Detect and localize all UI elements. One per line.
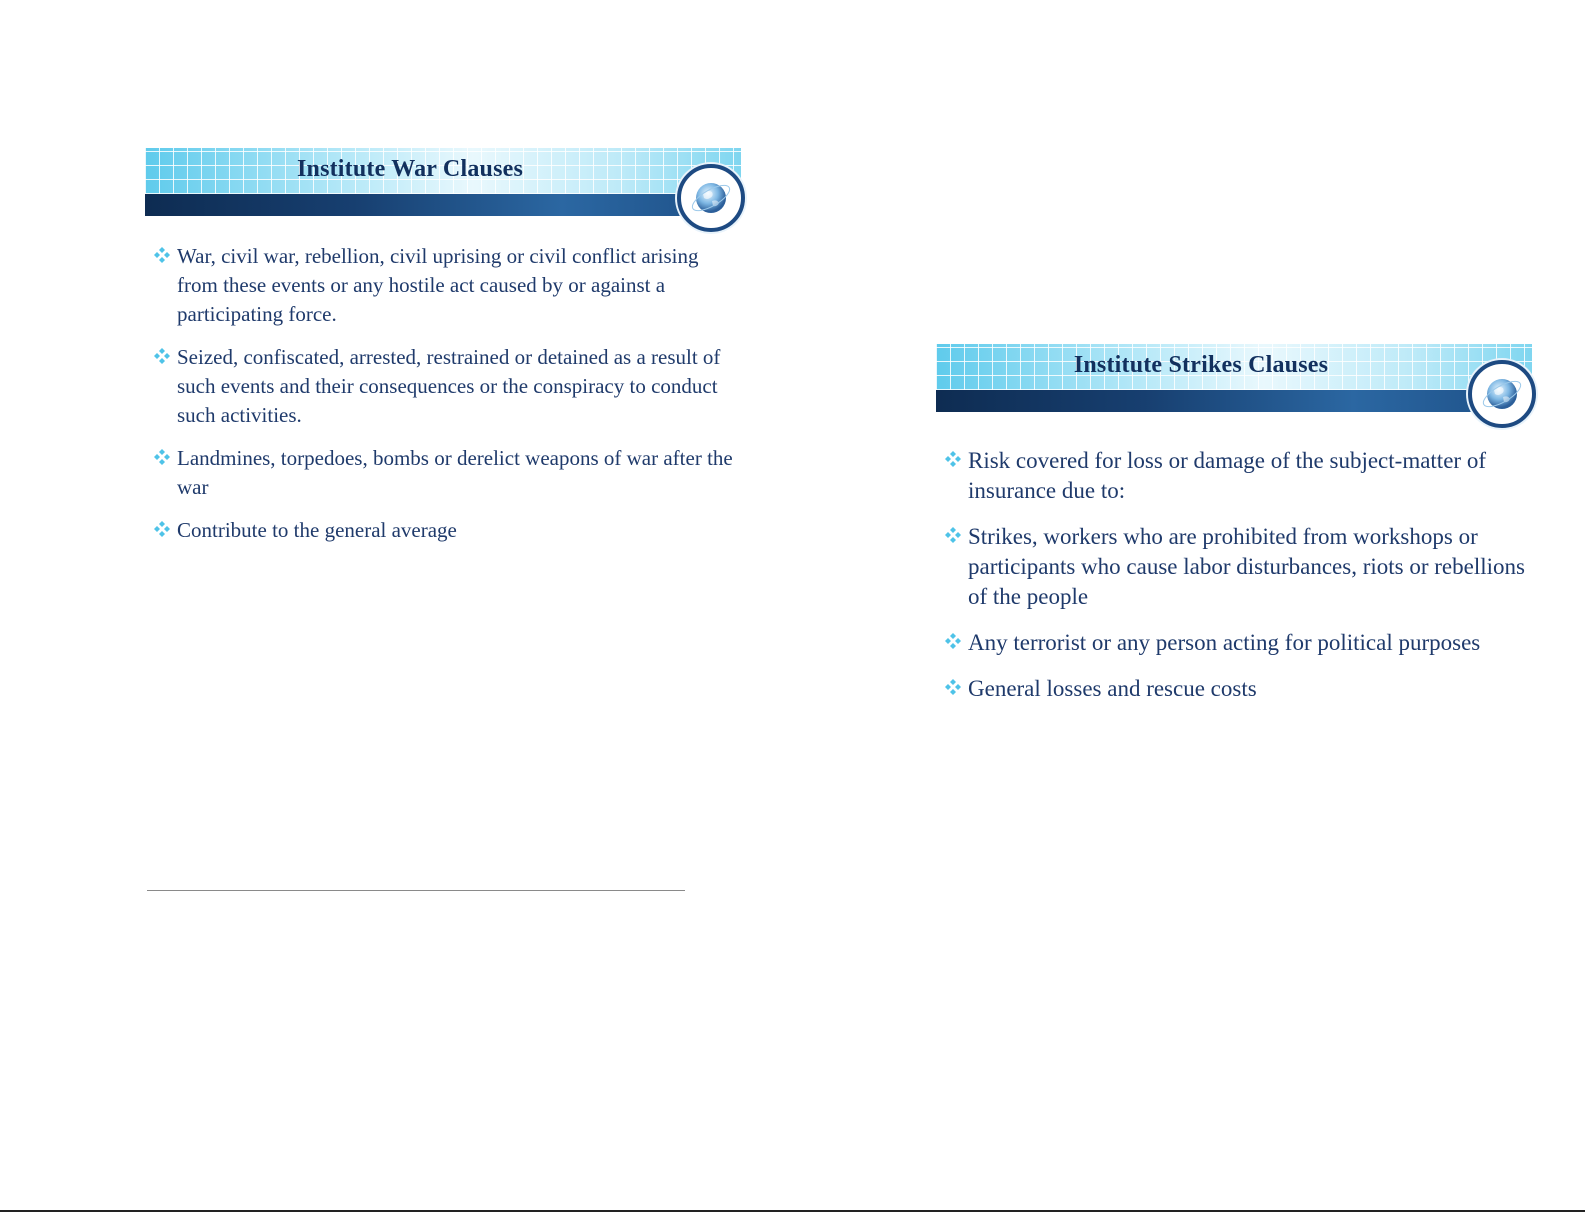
- bullet-list: [936, 446, 1532, 704]
- four-diamond-bullet-icon: [944, 450, 962, 468]
- list-item: [936, 522, 1532, 612]
- bullet-text: General losses and rescue costs: [968, 676, 1257, 701]
- list-item: [936, 674, 1532, 704]
- bullet-text: War, civil war, rebellion, civil uprising or civil conflict arising from these events or any hostile act caused by or against a participating force.: [177, 244, 699, 326]
- bullet-text: Risk covered for loss or damage of the subject-matter of insurance due to:: [968, 448, 1486, 503]
- four-diamond-bullet-icon: [944, 632, 962, 650]
- slide-strikes-clauses: [936, 344, 1532, 720]
- list-item: [936, 628, 1532, 658]
- banner-bar: [145, 194, 741, 216]
- slide-war-clauses: [145, 148, 741, 559]
- banner-bar: [936, 390, 1532, 412]
- list-item: [145, 242, 741, 329]
- page-divider: [147, 890, 685, 891]
- four-diamond-bullet-icon: [944, 526, 962, 544]
- four-diamond-bullet-icon: [153, 347, 171, 365]
- four-diamond-bullet-icon: [153, 448, 171, 466]
- bullet-text: Any terrorist or any person acting for political purposes: [968, 630, 1481, 655]
- four-diamond-bullet-icon: [153, 246, 171, 264]
- list-item: [145, 516, 741, 545]
- bullet-text: Contribute to the general average: [177, 518, 457, 542]
- list-item: [145, 343, 741, 430]
- list-item: [145, 444, 741, 502]
- bullet-text: Seized, confiscated, arrested, restrained or detained as a result of such events and their consequences or the conspiracy to conduct such activities.: [177, 345, 721, 427]
- slide-title: Institute Strikes Clauses: [1073, 352, 1329, 378]
- slide-banner: [145, 148, 741, 216]
- bullet-text: Landmines, torpedoes, bombs or derelict weapons of war after the war: [177, 446, 733, 499]
- bullet-list: [145, 242, 741, 545]
- slide-title: Institute War Clauses: [296, 156, 523, 182]
- slide-banner: [936, 344, 1532, 412]
- page-bottom-rule: [0, 1210, 1585, 1212]
- four-diamond-bullet-icon: [153, 520, 171, 538]
- list-item: [936, 446, 1532, 506]
- globe-icon: [677, 164, 745, 232]
- globe-icon: [1468, 360, 1536, 428]
- bullet-text: Strikes, workers who are prohibited from workshops or participants who cause labor disturbances, riots or rebellions of the people: [968, 524, 1525, 609]
- four-diamond-bullet-icon: [944, 678, 962, 696]
